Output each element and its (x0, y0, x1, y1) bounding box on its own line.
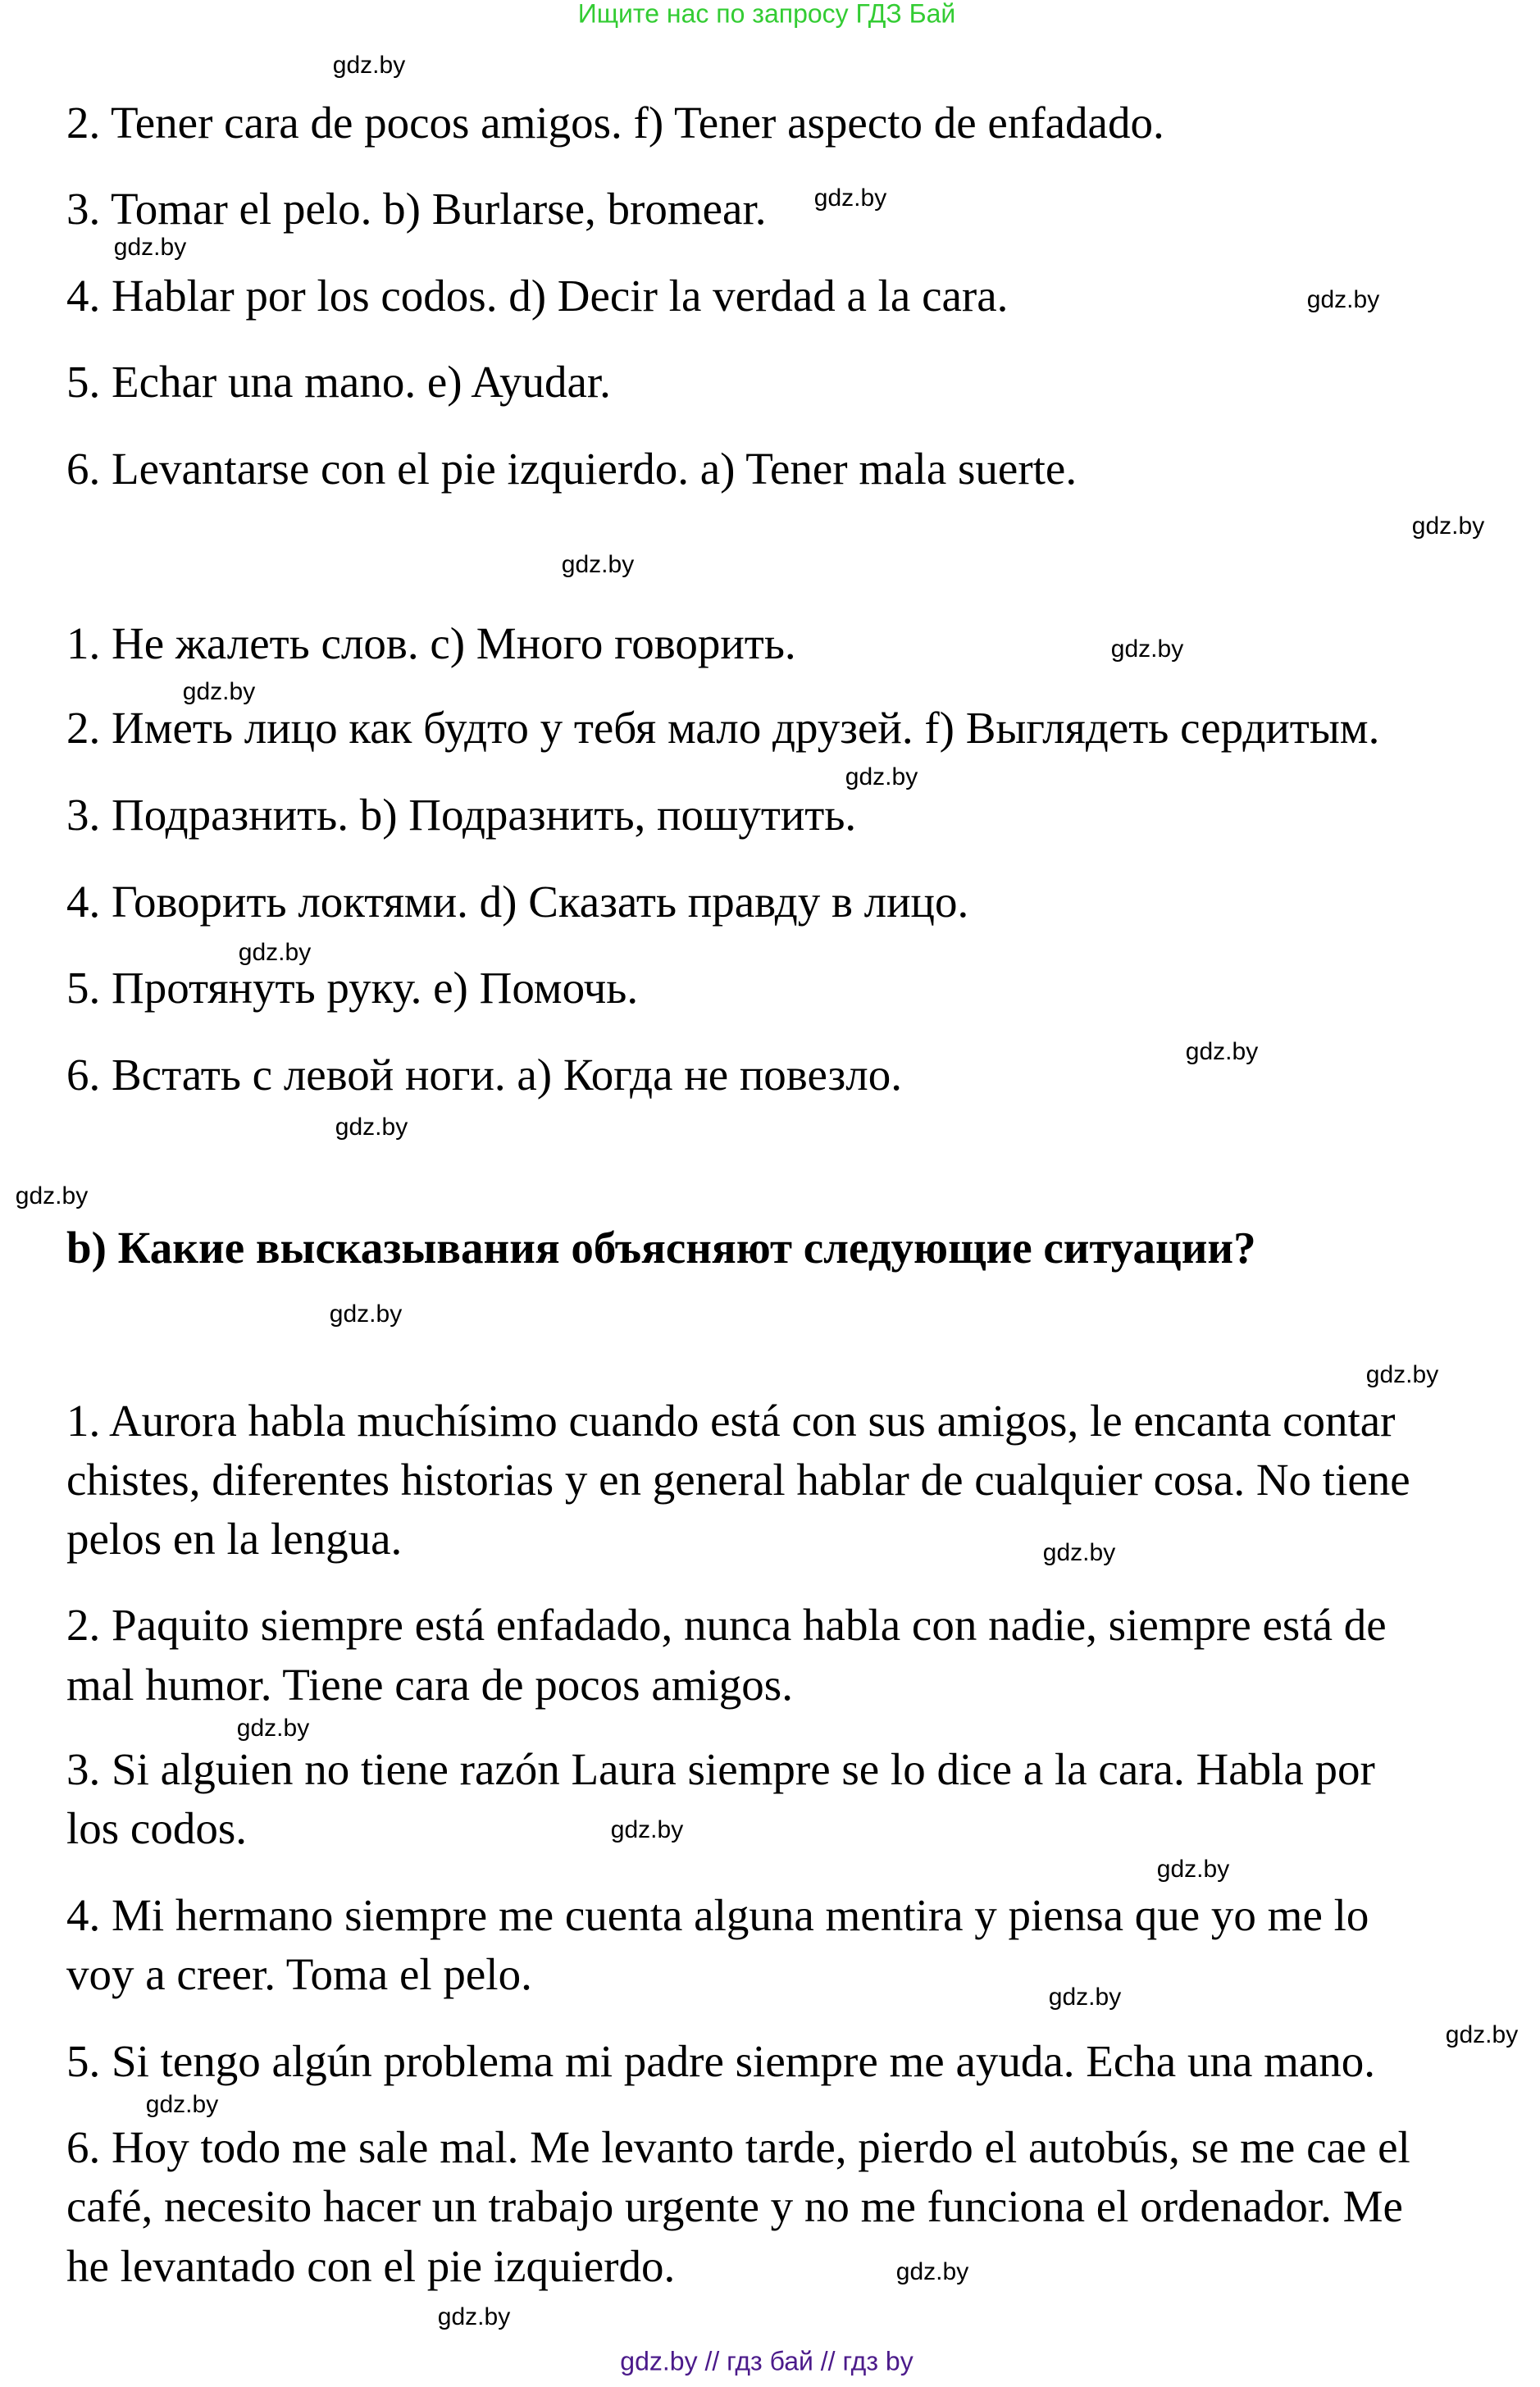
watermark: gdz.by (895, 2258, 969, 2285)
watermark: gdz.by (332, 52, 406, 79)
spanish-match-6: 6. Levantarse con el pie izquierdo. a) Tener mala suerte. (66, 444, 1078, 494)
watermark: gdz.by (236, 1715, 310, 1742)
watermark: gdz.by (1042, 1539, 1116, 1566)
watermark: gdz.by (1048, 1984, 1122, 2011)
russian-match-2: 2. Иметь лицо как будто у тебя мало друзей. f) Выглядеть сердитым. (66, 703, 1380, 753)
situation-2-line: 2. Paquito siempre está enfadado, nunca habla con nadie, siempre está de (66, 1600, 1387, 1650)
section-b-heading: b) Какие высказывания объясняют следующие ситуации? (66, 1223, 1256, 1273)
watermark: gdz.by (610, 1816, 684, 1843)
situation-6-line: 6. Hoy todo me sale mal. Me levanto tarde, pierdo el autobús, se me cae el (66, 2122, 1410, 2172)
watermark: gdz.by (1445, 2021, 1519, 2048)
watermark: gdz.by (335, 1114, 408, 1141)
watermark: gdz.by (1185, 1038, 1259, 1065)
spanish-match-2: 2. Tener cara de pocos amigos. f) Tener aspecto de enfadado. (66, 98, 1164, 148)
russian-match-4: 4. Говорить локтями. d) Сказать правду в лицо. (66, 877, 969, 927)
spanish-match-4: 4. Hablar por los codos. d) Decir la verdad a la cara. (66, 271, 1009, 321)
watermark: gdz.by (1411, 512, 1485, 540)
situation-1-line: chistes, diferentes historias y en general hablar de cualquier cosa. No tiene (66, 1455, 1410, 1505)
situation-3-line: 3. Si alguien no tiene razón Laura siempre se lo dice a la cara. Habla por (66, 1744, 1375, 1794)
situation-6-line: he levantado con el pie izquierdo. (66, 2241, 676, 2291)
situation-4-line: 4. Mi hermano siempre me cuenta alguna mentira y piensa que yo me lo (66, 1890, 1369, 1940)
spanish-match-3: 3. Tomar el pelo. b) Burlarse, bromear. (66, 184, 767, 234)
situation-4-line: voy a creer. Toma el pelo. (66, 1949, 532, 1999)
watermark: gdz.by (145, 2091, 219, 2118)
watermark: gdz.by (1365, 1361, 1439, 1388)
watermark: gdz.by (238, 939, 312, 966)
watermark: gdz.by (437, 2303, 511, 2330)
watermark: gdz.by (1306, 286, 1380, 313)
watermark: gdz.by (1156, 1856, 1230, 1883)
situation-2-line: mal humor. Tiene cara de pocos amigos. (66, 1660, 793, 1710)
watermark: gdz.by (813, 184, 887, 212)
russian-match-1: 1. Не жалеть слов. с) Много говорить. (66, 618, 796, 668)
situation-6-line: café, necesito hacer un trabajo urgente y no me funciona el ordenador. Me (66, 2181, 1403, 2231)
site-header-banner: Ищите нас по запросу ГДЗ Бай (577, 0, 956, 29)
spanish-match-5: 5. Echar una mano. e) Ayudar. (66, 357, 611, 407)
watermark: gdz.by (329, 1301, 403, 1328)
watermark: gdz.by (113, 234, 187, 261)
situation-1-line: pelos en la lengua. (66, 1514, 403, 1564)
situation-3-line: los codos. (66, 1803, 247, 1853)
situation-5-line: 5. Si tengo algún problema mi padre siempre me ayuda. Echa una mano. (66, 2036, 1376, 2086)
russian-match-5: 5. Протянуть руку. е) Помочь. (66, 963, 639, 1013)
watermark: gdz.by (845, 763, 918, 790)
watermark: gdz.by (1110, 635, 1184, 663)
watermark: gdz.by (182, 678, 256, 705)
site-footer-links[interactable]: gdz.by // гдз бай // гдз by (620, 2346, 914, 2376)
watermark: gdz.by (561, 551, 635, 578)
russian-match-3: 3. Подразнить. b) Подразнить, пошутить. (66, 790, 857, 840)
russian-match-6: 6. Встать с левой ноги. а) Когда не повезло. (66, 1050, 902, 1100)
watermark: gdz.by (15, 1182, 89, 1209)
situation-1-line: 1. Aurora habla muchísimo cuando está con sus amigos, le encanta contar (66, 1396, 1396, 1446)
